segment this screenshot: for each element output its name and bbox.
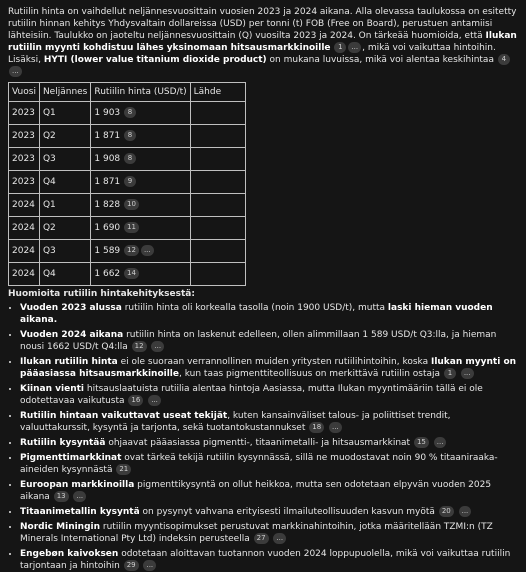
citation-more[interactable]: ... [434, 437, 447, 448]
list-item [20, 356, 520, 380]
item-text: rutiilin hinta oli korkealla tasolla (noin 1900 USD/t), mutta [121, 303, 388, 313]
bold-text: Rutiilin hintaan vaikuttavat useat tekijät [20, 411, 228, 421]
table-row [9, 240, 246, 263]
year-cell: 2024 [9, 240, 40, 263]
citation-more[interactable]: ... [348, 42, 361, 53]
price-value: 1 690 [94, 223, 121, 233]
price-value: 1 662 [94, 269, 121, 279]
citation-badge[interactable]: 20 [439, 506, 454, 517]
list-item [20, 548, 520, 572]
citation-more[interactable]: ... [148, 395, 161, 406]
intro-text: Rutiilin hinta on vaihdellut neljännesvuosittain vuosien 2023 ja 2024 aikana. Alla olevassa taulukossa on esitetty rutiilin hinnan kehitys Yhdysvaltain dollareissa (USD) per tonni (t) FOB (Free on Board), perustuen antamiisi lähteisiin. Taulukko on jaoteltu neljännesvuosittain (Q) vuosilta 2023 ja 2024. On tärkeää huomioida, että [8, 7, 517, 41]
list-item [20, 302, 520, 326]
table-header-row [9, 83, 246, 102]
quarter-cell: Q2 [39, 125, 90, 148]
item-text: ohjaavat pääasiassa pigmentti-, titaanimetalli- ja hitsausmarkkinat [105, 438, 411, 448]
bold-text: Rutiilin kysyntää [20, 438, 106, 448]
table-row [9, 148, 246, 171]
price-value: 1 871 [94, 177, 121, 187]
table-row [9, 171, 246, 194]
year-cell: 2024 [9, 263, 40, 286]
citation-badge[interactable]: 8 [124, 107, 136, 118]
price-value: 1 871 [94, 131, 121, 141]
source-cell [190, 240, 245, 263]
citation-more[interactable]: ... [143, 560, 156, 571]
quarter-cell: Q4 [39, 171, 90, 194]
price-value: 1 828 [94, 200, 121, 210]
item-text: , kuten kansainväliset talous- ja poliittiset trendit, valuuttakurssit, kysyntä ja tarjonta, sekä tuotantokustannukset [20, 411, 451, 433]
price-value: 1 903 [94, 108, 121, 118]
list-item [20, 410, 520, 434]
price-cell [91, 240, 190, 263]
quarter-cell: Q4 [39, 263, 90, 286]
intro-bold: Ilukan rutiilin myynti kohdistuu lähes yksinomaan hitsausmarkkinoille [8, 31, 517, 53]
citation-badge[interactable]: 12 [124, 245, 139, 256]
intro-paragraph [8, 6, 520, 78]
source-cell [190, 102, 245, 125]
citation-badge[interactable]: 21 [116, 464, 131, 475]
citation-badge[interactable]: 4 [498, 54, 510, 65]
citation-badge[interactable]: 29 [124, 560, 139, 571]
list-item [20, 437, 520, 449]
quarter-cell: Q3 [39, 240, 90, 263]
table-header: Lähde [190, 83, 245, 102]
item-text: ovat tärkeä tekijä rutiilin kysynnässä, sillä ne muodostavat noin 90 % titaaniraaka-aineiden kysynnästä [20, 453, 498, 475]
item-text: , kun taas pigmenttiteollisuus on merkittävä rutiilin ostaja [178, 369, 441, 379]
table-row [9, 217, 246, 240]
item-text: ei ole suoraan verrannollinen muiden yritysten rutiilihintoihin, koska [117, 357, 431, 367]
table-row [9, 102, 246, 125]
price-cell [91, 263, 190, 286]
citation-more[interactable]: ... [459, 506, 472, 517]
citation-badge[interactable]: 8 [124, 153, 136, 164]
quarter-cell: Q1 [39, 102, 90, 125]
citation-more[interactable]: ... [73, 491, 86, 502]
citation-more[interactable]: ... [461, 368, 474, 379]
citation-more[interactable]: ... [151, 341, 164, 352]
price-table [8, 82, 246, 286]
price-value: 1 589 [94, 246, 121, 256]
citation-badge[interactable]: 18 [309, 422, 324, 433]
citation-more[interactable]: ... [329, 422, 342, 433]
bold-text: Vuoden 2024 aikana [20, 330, 124, 340]
source-cell [190, 148, 245, 171]
bold-text: Nordic Miningin [20, 522, 101, 532]
year-cell: 2024 [9, 194, 40, 217]
item-text: on pysynyt vahvana erityisesti ilmailuteollisuuden kasvun myötä [139, 507, 435, 517]
year-cell: 2023 [9, 102, 40, 125]
item-text: rutiilin hinta on laskenut edelleen, ollen alimmillaan 1 589 USD/t Q3:lla, ja hieman nousi 1662 USD/t Q4:lla [20, 330, 497, 352]
citation-badge[interactable]: 16 [128, 395, 143, 406]
citation-badge[interactable]: 13 [54, 491, 69, 502]
quarter-cell: Q1 [39, 194, 90, 217]
price-value: 1 908 [94, 154, 121, 164]
citation-badge[interactable]: 8 [124, 130, 136, 141]
list-item [20, 479, 520, 503]
bold-text: Kiinan vienti [20, 384, 85, 394]
year-cell: 2024 [9, 217, 40, 240]
citation-more[interactable]: ... [9, 66, 22, 77]
price-cell [91, 125, 190, 148]
price-cell [91, 171, 190, 194]
citation-badge[interactable]: 1 [444, 368, 456, 379]
table-row [9, 125, 246, 148]
factor-list [8, 302, 520, 572]
list-item [20, 521, 520, 545]
bold-text: Ilukan myynti on pääasiassa hitsausmarkkinoille [20, 357, 517, 379]
citation-badge[interactable]: 10 [124, 199, 139, 210]
source-cell [190, 217, 245, 240]
list-item [20, 329, 520, 353]
table-row [9, 194, 246, 217]
bold-text: laski hieman vuoden aikana. [20, 303, 493, 325]
quarter-cell: Q3 [39, 148, 90, 171]
year-cell: 2023 [9, 125, 40, 148]
bold-text: Ilukan rutiilin hinta [20, 357, 118, 367]
item-text: hitsauslaatuista rutiilia alentaa hintoja Aasiassa, mutta Ilukan myyntimääriin tällä ei ole odotettavaa vaikutusta [20, 384, 483, 406]
quarter-cell: Q2 [39, 217, 90, 240]
citation-badge[interactable]: 14 [124, 268, 139, 279]
source-cell [190, 125, 245, 148]
item-text: pigmenttikysyntä on ollut heikkoa, mutta sen odotetaan elpyvän vuoden 2025 aikana [20, 480, 492, 502]
citation-badge[interactable]: 1 [334, 42, 346, 53]
bold-text: Engebøn kaivoksen [20, 549, 119, 559]
section-heading: Huomioita rutiilin hintakehityksestä: [8, 289, 195, 299]
year-cell: 2023 [9, 171, 40, 194]
table-header: Vuosi [9, 83, 40, 102]
citation-more[interactable]: ... [141, 245, 154, 256]
list-item [20, 506, 520, 518]
source-cell [190, 171, 245, 194]
list-item [20, 383, 520, 407]
bold-text: Titaanimetallin kysyntä [20, 507, 140, 517]
price-cell [91, 148, 190, 171]
bold-text: Vuoden 2023 alussa [20, 303, 122, 313]
year-cell: 2023 [9, 148, 40, 171]
citation-more[interactable]: ... [273, 533, 286, 544]
citation-badge[interactable]: 27 [254, 533, 269, 544]
table-header: Rutiilin hinta (USD/t) [91, 83, 190, 102]
table-header: Neljännes [39, 83, 90, 102]
intro-text: , mikä voi vaikuttaa hintoihin. Lisäksi, [8, 43, 496, 65]
price-cell [91, 194, 190, 217]
table-row [9, 263, 246, 286]
item-text: odotetaan aloittavan tuotannon vuoden 2024 loppupuolella, mikä voi vaikuttaa rutiilin tarjontaan ja hintoihin [20, 549, 511, 571]
source-cell [190, 194, 245, 217]
intro-bold: HYTI (lower value titanium dioxide product) [43, 55, 267, 65]
price-cell [91, 217, 190, 240]
bold-text: Euroopan markkinoilla [20, 480, 135, 490]
item-text: rutiilin myyntisopimukset perustuvat markkinahintoihin, jotka määritellään TZMI:n (TZ Minerals International Pty Ltd) indeksin perusteella [20, 522, 493, 544]
citation-badge[interactable]: 15 [414, 437, 429, 448]
price-cell [91, 102, 190, 125]
intro-text: on mukana luvuissa, mikä voi alentaa keskihintaa [266, 55, 497, 65]
list-item [20, 452, 520, 476]
source-cell [190, 263, 245, 286]
bold-text: Pigmenttimarkkinat [20, 453, 122, 463]
citation-badge[interactable]: 12 [132, 341, 147, 352]
citation-badge[interactable]: 11 [124, 222, 139, 233]
citation-badge[interactable]: 9 [124, 176, 136, 187]
